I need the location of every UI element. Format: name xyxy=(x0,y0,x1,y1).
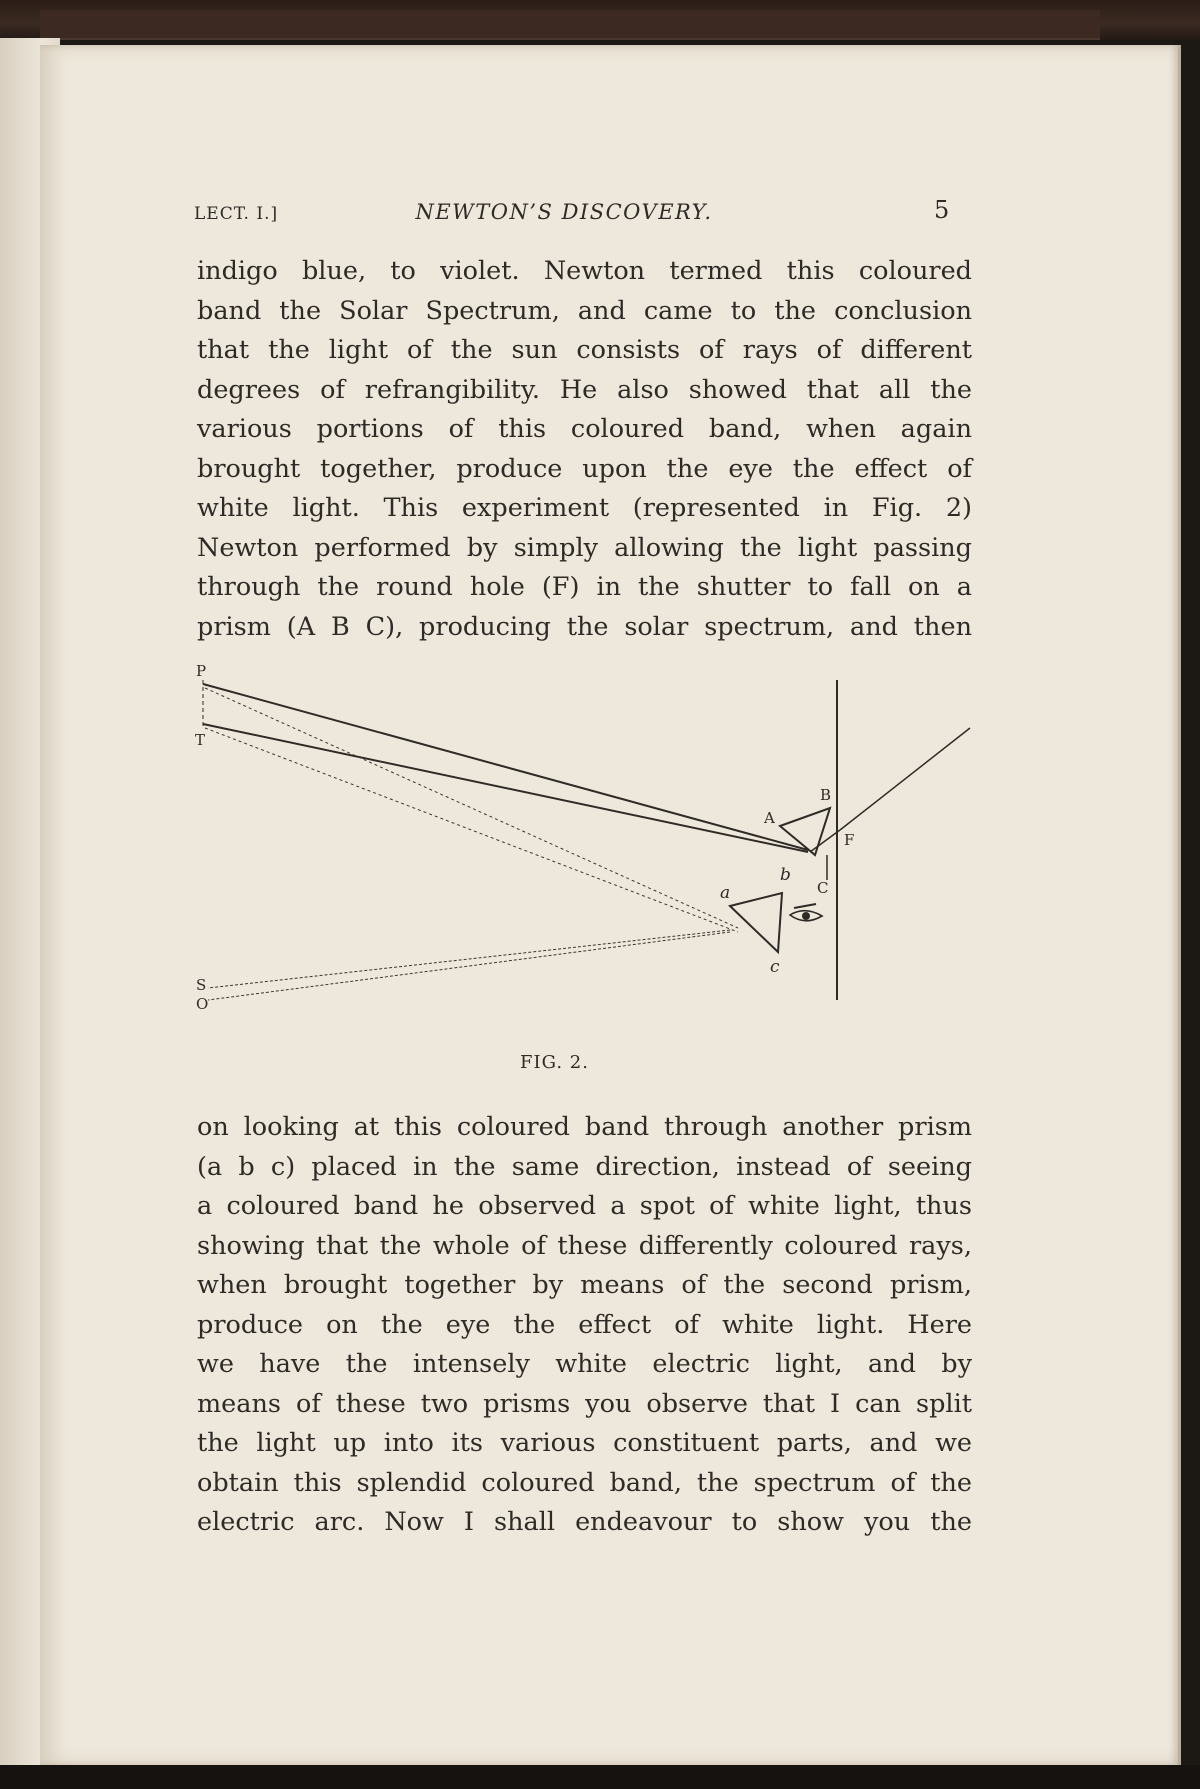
text-line: through the round hole (F) in the shutter to fall on a xyxy=(197,572,972,602)
label-b: B xyxy=(820,786,832,804)
text-line: obtain this splendid coloured band, the spectrum of the xyxy=(197,1467,972,1498)
page-number: 5 xyxy=(934,196,950,224)
eye-brow-icon xyxy=(794,904,816,908)
text-line: the light up into its various constituent parts, and we xyxy=(197,1428,972,1458)
book-spine-edge xyxy=(40,10,1100,40)
text-line: that the light of the sun consists of rays of different xyxy=(197,335,972,365)
label-o: O xyxy=(196,995,209,1013)
paragraph-before-figure xyxy=(197,252,972,647)
incoming-ray xyxy=(840,728,970,830)
text-line: (a b c) placed in the same direction, instead of seeing xyxy=(197,1151,972,1182)
text-line: on looking at this coloured band through another prism xyxy=(197,1112,972,1142)
running-head xyxy=(194,196,984,236)
label-a: A xyxy=(764,809,775,827)
text-line: we have the intensely white electric light, and by xyxy=(197,1349,972,1379)
dotted-ray-s xyxy=(208,930,730,988)
text-line: showing that the whole of these differently coloured rays, xyxy=(197,1230,972,1261)
text-line: various portions of this coloured band, when again xyxy=(197,414,972,444)
label-s: S xyxy=(196,976,207,994)
figure-caption: FIG. 2. xyxy=(520,1052,589,1073)
ray-to-p xyxy=(203,684,808,850)
text-line: brought together, produce upon the eye the effect of xyxy=(197,453,972,484)
eye-pupil-icon xyxy=(802,912,810,920)
text-line: electric arc. Now I shall endeavour to show you the xyxy=(197,1507,972,1537)
dotted-ray-o xyxy=(208,932,730,1000)
text-line: band the Solar Spectrum, and came to the conclusion xyxy=(197,295,972,326)
label-f: F xyxy=(844,831,855,849)
page-bottom-edge xyxy=(0,1765,1200,1789)
prism-experiment-diagram xyxy=(190,662,990,1070)
prism-small-abc xyxy=(730,893,782,952)
label-small-b: b xyxy=(780,865,791,885)
text-line: when brought together by means of the second prism, xyxy=(197,1270,972,1300)
label-c: C xyxy=(817,879,829,897)
paragraph-after-figure xyxy=(197,1108,972,1543)
label-small-a: a xyxy=(720,883,731,903)
text-line: means of these two prisms you observe that I can split xyxy=(197,1388,972,1419)
text-line: indigo blue, to violet. Newton termed this coloured xyxy=(197,256,972,286)
lecture-label: LECT. I.] xyxy=(194,204,279,224)
label-small-c: c xyxy=(770,957,780,977)
text-line: produce on the eye the effect of white light. Here xyxy=(197,1309,972,1340)
ray-to-prism xyxy=(810,830,840,852)
text-line: white light. This experiment (represented in Fig. 2) xyxy=(197,493,972,523)
text-line: Newton performed by simply allowing the light passing xyxy=(197,532,972,563)
text-line: a coloured band he observed a spot of white light, thus xyxy=(197,1191,972,1221)
running-title: NEWTON’S DISCOVERY. xyxy=(415,200,713,224)
text-line: prism (A B C), producing the solar spectrum, and then xyxy=(197,611,972,642)
text-line: degrees of refrangibility. He also showed that all the xyxy=(197,374,972,405)
ray-to-t xyxy=(203,724,808,852)
label-t: T xyxy=(195,731,206,749)
label-p: P xyxy=(196,662,207,680)
